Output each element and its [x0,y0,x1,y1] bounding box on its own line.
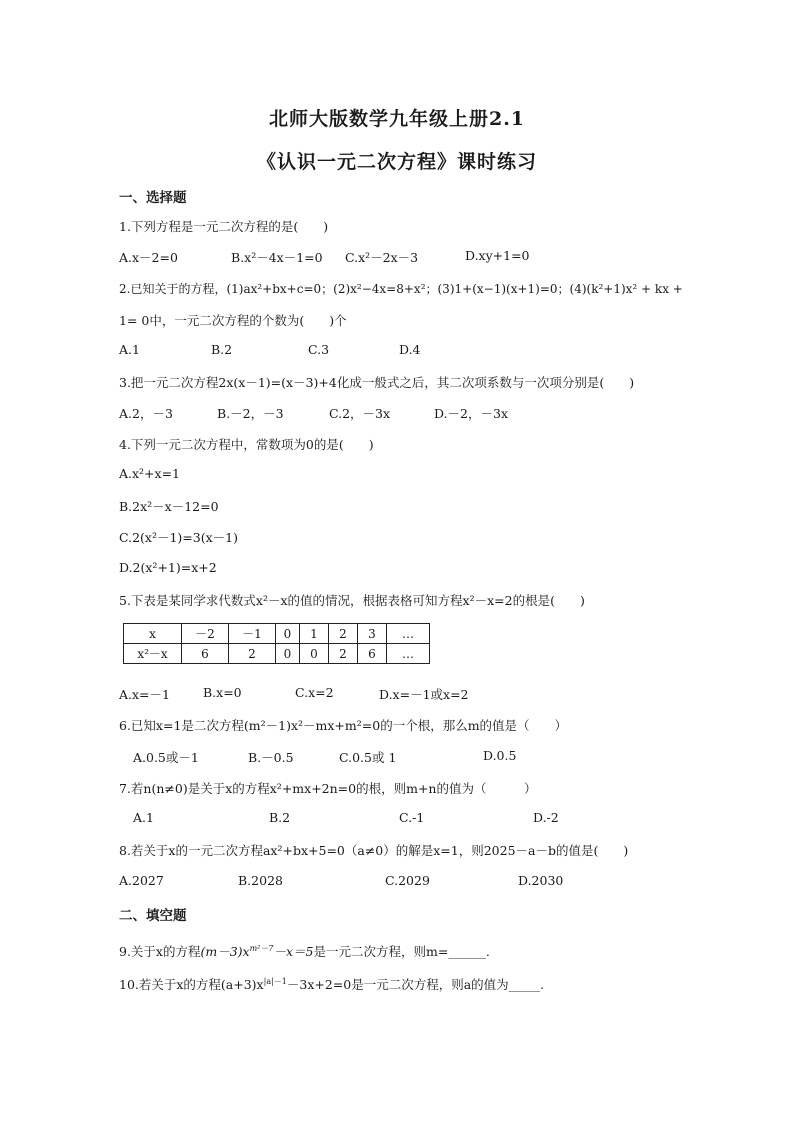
title-line-2: 《认识一元二次方程》课时练习 [256,151,537,173]
q5-option-c: C.x=2 [295,685,334,700]
q5-stem: 5.下表是某同学求代数式x²－x的值的情况，根据表格可知方程x²－x=2的根是( ) [119,593,585,608]
table-cell: x²－x [124,644,182,664]
q3-option-c: C.2，－3x [329,406,391,421]
q10-period: . [539,977,544,992]
table-cell: … [387,644,430,664]
q4-option-d: D.2(x²+1)=x+2 [119,560,217,575]
q9-prefix: 9.关于x的方程 [119,944,201,959]
table-cell: 1 [300,624,329,644]
table-cell: 2 [329,624,358,644]
q6-stem: 6.已知x=1是二次方程(m²－1)x²－mx+m²=0的一个根，那么m的值是（ ） [119,718,568,733]
q9-answer-blank[interactable]: ______ [448,944,486,959]
table-cell: 0 [300,644,329,664]
table-cell: 0 [276,644,300,664]
q2-stem-line-2: 1= 0中，一元二次方程的个数为( )个 [119,313,347,328]
q8-stem: 8.若关于x的一元二次方程ax²+bx+5=0（a≠0）的解是x=1，则2025－a－b的值是( ) [119,843,629,858]
table-cell: … [387,624,430,644]
table-cell: －2 [182,624,229,644]
q9-expression-base: (m－3)x [200,944,250,959]
q4-stem: 4.下列一元二次方程中，常数项为0的是( ) [119,437,374,452]
q5-value-table [123,623,430,664]
q4-option-b: B.2x²－x－12=0 [119,499,219,514]
q3-option-b: B.－2，－3 [217,406,284,421]
q8-option-d: D.2030 [518,873,564,888]
q9-stem [119,942,490,960]
q7-stem: 7.若n(n≠0)是关于x的方程x²+mx+2n=0的根，则m+n的值为（ ） [119,781,537,796]
q8-option-c: C.2029 [385,873,430,888]
q2-option-a: A.1 [119,342,140,357]
q1-option-c: C.x²－2x－3 [345,250,419,265]
table-cell: 0 [276,624,300,644]
q7-option-b: B.2 [269,810,291,825]
q9-expression-exponent: m²－7 [249,943,274,953]
table-row [124,624,430,644]
q1-stem: 1.下列方程是一元二次方程的是( ) [119,219,329,234]
q5-option-d: D.x=－1或x=2 [379,687,469,702]
q7-option-c: C.-1 [399,810,425,825]
q10-suffix: －3x+2=0是一元二次方程，则a的值为 [286,977,509,992]
q9-expression-tail: －x＝5 [273,944,314,959]
q1-option-d: D.xy+1=0 [465,248,530,263]
q8-option-b: B.2028 [238,873,283,888]
section-choice-heading: 一、选择题 [119,190,187,206]
q6-option-b: B.－0.5 [248,750,294,765]
q10-stem [119,975,544,993]
q2-option-c: C.3 [308,342,330,357]
q6-option-a: A.0.5或－1 [133,750,199,765]
table-row [124,644,430,664]
q10-answer-blank[interactable]: _____ [508,977,540,992]
q2-stem-line-1: 2.已知关于的方程，(1)ax²+bx+c=0；(2)x²−4x=8+x²；(3)1+(x−1)(x+1)=0；(4)(k²+1)x² + kx + [119,282,683,296]
q2-option-b: B.2 [211,342,233,357]
q7-option-a: A.1 [133,810,154,825]
table-cell: －1 [229,624,276,644]
section-fill-heading: 二、填空题 [119,908,187,924]
q3-option-a: A.2，－3 [119,406,173,421]
q4-option-c: C.2(x²－1)=3(x－1) [119,530,238,545]
q10-exponent: |a|－1 [263,976,287,986]
table-cell: 6 [182,644,229,664]
q3-stem: 3.把一元二次方程2x(x－1)=(x－3)+4化成一般式之后，其二次项系数与一次项分别是( ) [119,375,635,390]
table-cell: 2 [329,644,358,664]
q6-option-c: C.0.5或 1 [339,750,397,765]
q5-option-b: B.x=0 [203,685,242,700]
q8-option-a: A.2027 [119,873,164,888]
q1-option-a: A.x－2=0 [119,250,178,265]
table-cell: 2 [229,644,276,664]
q4-option-a: A.x²+x=1 [119,466,181,481]
q7-option-d: D.-2 [533,810,559,825]
title-line-1: 北师大版数学九年级上册2.1 [268,108,526,130]
q2-option-d: D.4 [399,342,421,357]
table-cell: 6 [358,644,387,664]
q10-prefix: 10.若关于x的方程(a+3)x [119,977,264,992]
q9-suffix: 是一元二次方程，则m= [313,944,449,959]
q6-option-d: D.0.5 [483,748,517,763]
q1-option-b: B.x²－4x－1=0 [231,250,323,265]
table-cell: x [124,624,182,644]
q3-option-d: D.－2，－3x [434,406,509,421]
table-cell: 3 [358,624,387,644]
q9-period: . [485,944,490,959]
q5-option-a: A.x=－1 [119,687,170,702]
